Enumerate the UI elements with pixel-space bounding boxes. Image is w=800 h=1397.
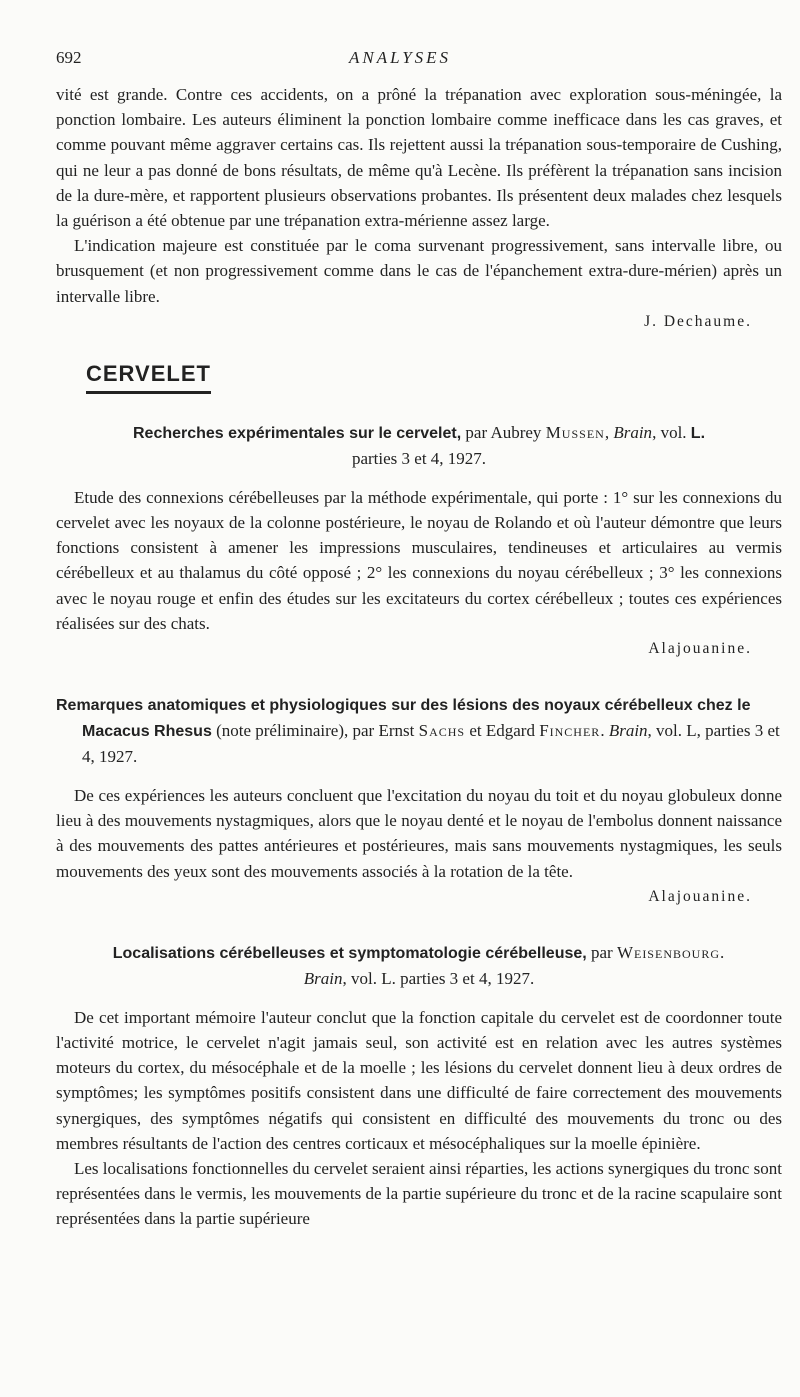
article-3-citation-a: par: [586, 942, 617, 962]
article-2-citation-a: (note préliminaire), par Ernst: [211, 721, 419, 741]
running-title: ANALYSES: [348, 48, 452, 67]
article-3-journal: Brain: [303, 968, 343, 988]
article-2-hanging: [56, 692, 782, 769]
article-2-citation-c: .: [600, 721, 609, 741]
article-1-title: Recherches expérimentales sur le cervelet,: [132, 424, 462, 442]
intro-paragraph-2: L'indication majeure est constituée par le coma survenant progressivement, sans intervalle libre, ou brusquement (et non progressivement comme dans le cas de l'épanchement extra-dure-mérien) après un intervalle libre.: [56, 236, 782, 306]
article-1-citation-d: parties 3 et 4, 1927.: [351, 448, 487, 468]
intro-paragraph-1: vité est grande. Contre ces accidents, on a prôné la trépanation avec exploration sous-méningée, la ponction lombaire. Les auteurs éliminent la ponction lombaire comme inefficace dans les cas graves, et comme pouvant même aggraver certains cas. Ils rejettent aussi la trépanation sous-temporaire de Cushing, qui ne leur a pas donné de bons résultats, de même qu'à Lecène. Ils préfèrent la trépanation sans incision de la dure-mère, et rapportent plusieurs observations probantes. Ils présentent deux malades chez lesquels la guérison a été obtenue par une trépanation extra-mérienne assez large.: [56, 85, 782, 231]
article-2-body: De ces expériences les auteurs concluent que l'excitation du noyau du toit et du noyau globuleux donne lieu à des mouvements nystagmiques, alors que le noyau denté et le noyau de l'embolus donnent naissance à des mouvements des pattes antérieures et postérieures, mais sans mouvements nystagmiques, les seuls mouvements des yeux sont des mouvements associés à la rotation de la tête.: [56, 786, 782, 881]
section-heading-wrapper: [56, 347, 782, 394]
page-content: [56, 82, 782, 1232]
article-3-author: Weisenbourg.: [616, 942, 726, 962]
running-header: [56, 48, 744, 72]
article-3-title: Localisations cérébelleuses et symptomatologie cérébelleuse,: [112, 944, 587, 962]
article-2-signature: Alajouanine.: [648, 887, 752, 905]
article-1-volume: L.: [690, 424, 706, 442]
article-3-citation-b: , vol. L. parties 3 et 4, 1927.: [342, 968, 535, 988]
article-2-journal: Brain: [608, 721, 648, 741]
article-2-author-1: Sachs: [418, 721, 466, 741]
article-3-heading: [56, 940, 782, 991]
article-1-journal: Brain: [613, 422, 653, 442]
article-3-body-2: Les localisations fonctionnelles du cervelet seraient ainsi réparties, les actions synergiques du tronc sont représentées dans le vermis, les mouvements de la partie supérieure du tronc et de la racine scapulaire sont représentées dans la partie supérieure: [56, 1159, 782, 1229]
article-1-signature: Alajouanine.: [648, 640, 752, 658]
article-2-title: Remarques anatomiques et physiologiques sur des lésions des noyaux cérébelleux chez le Macacus Rhesus: [56, 697, 751, 741]
signature-dechaume: J. Dechaume.: [644, 312, 752, 330]
article-1-author: Mussen: [545, 422, 605, 442]
article-3-body-1: De cet important mémoire l'auteur conclut que la fonction capitale du cervelet est de coordonner toute l'activité motrice, le cervelet n'agit jamais seul, son activité est en relation avec les autres systèmes moteurs du cortex, du mésocéphale et de la moelle ; les lésions du cervelet donnent lieu à deux ordres de symptômes; les symptômes positifs consistent dans une difficulté de faire correctement des mouvements synergiques, des symptômes négatifs qui consistent en difficulté des mouvements du tronc ou des membres résultants de l'action des centres corticaux et mésocéphaliques sur la moelle épinière.: [56, 1007, 782, 1153]
article-1-citation-c: , vol.: [652, 422, 691, 442]
section-heading: CERVELET: [86, 361, 211, 394]
article-2-citation-b: et Edgard: [465, 721, 540, 741]
article-2-heading: [56, 692, 782, 769]
article-2-author-2: Fincher: [539, 721, 601, 741]
article-1-body: Etude des connexions cérébelleuses par la méthode expérimentale, qui porte : 1° sur les connexions du cervelet avec les noyaux de la colonne postérieure, le noyau de Rolando et où l'auteur démontre que leurs fonctions consistent à amener les impressions musculaires, tendineuses et articulaires au vermis cérébelleux et au thalamus du côté opposé ; 2° les connexions du noyau cérébelleux ; 3° les connexions avec le noyau rouge et enfin des études sur les excitateurs du cortex cérébelleux ; toutes ces expériences réalisées sur des chats.: [56, 487, 782, 633]
article-1-heading: [56, 420, 782, 471]
page-number: 692: [56, 48, 82, 67]
article-1-citation-b: ,: [604, 422, 614, 442]
article-1-citation-a: par Aubrey: [461, 422, 546, 442]
article-2-citation-d: , vol. L, parties 3 et 4, 1927.: [82, 721, 780, 767]
